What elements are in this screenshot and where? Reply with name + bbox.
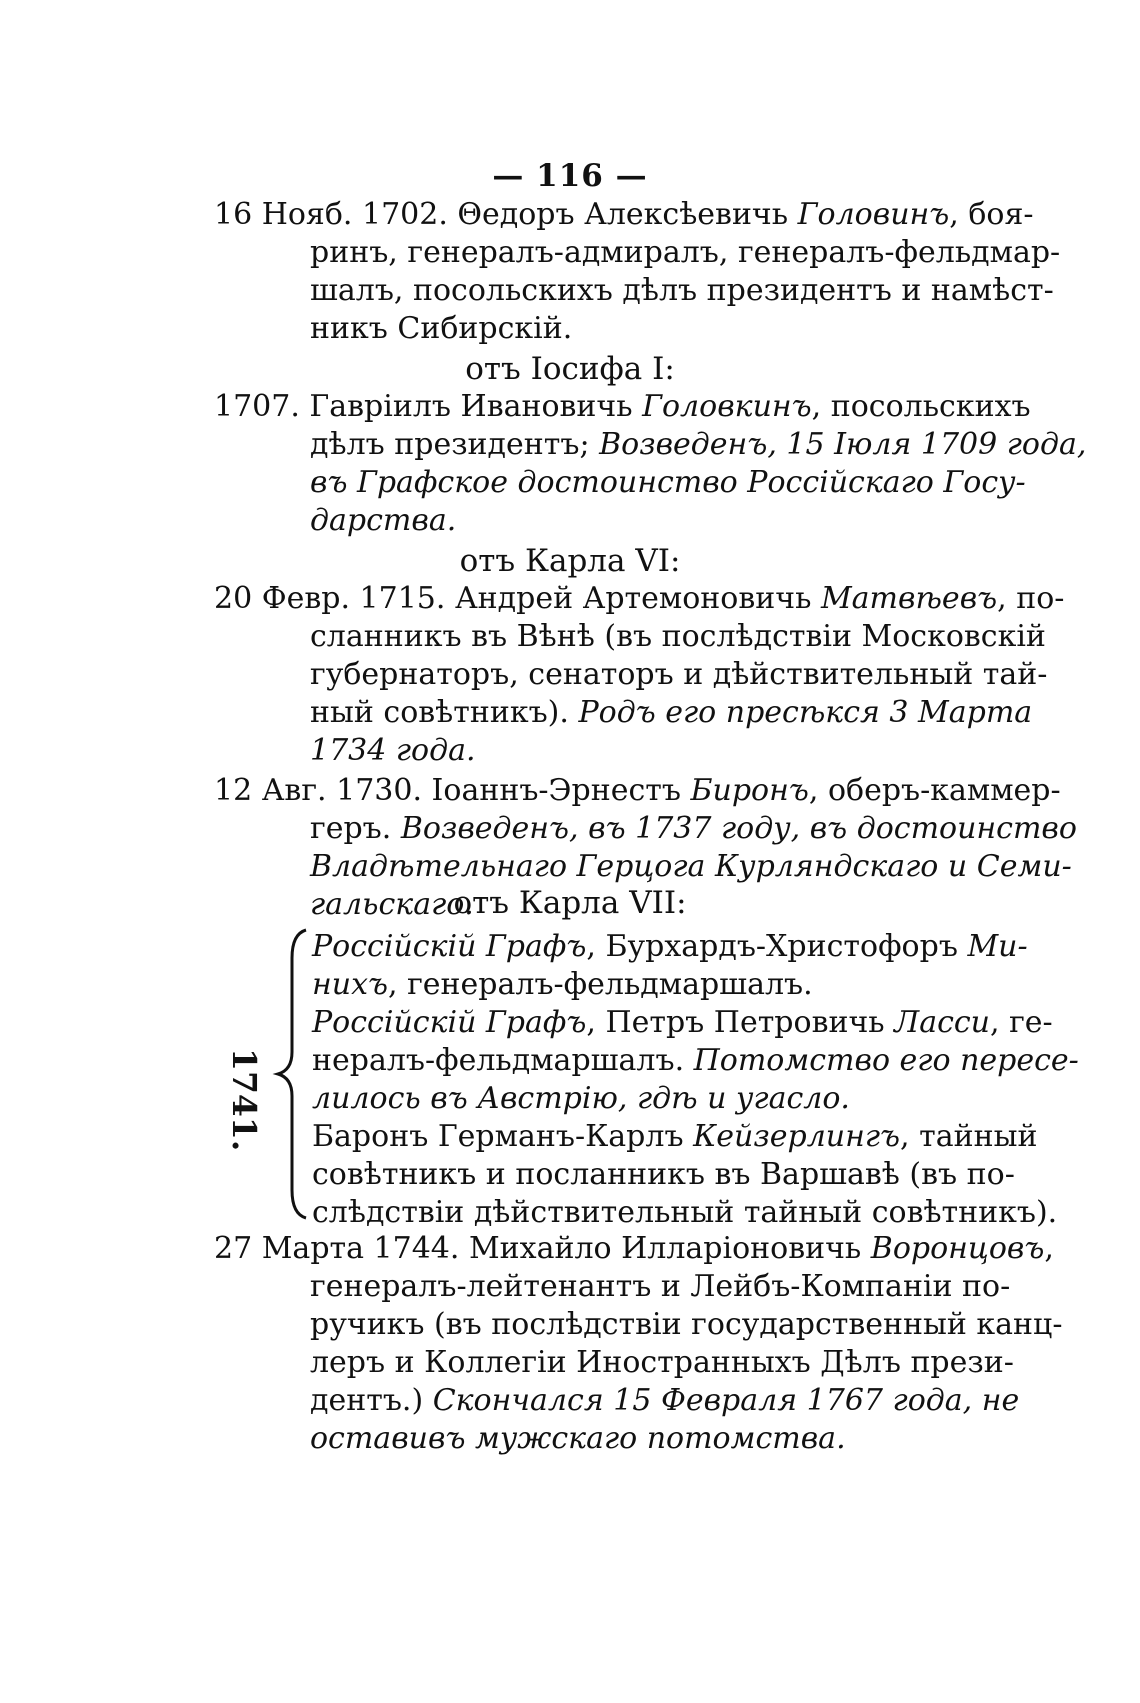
entry-line [214, 848, 1072, 886]
person-surname: нихъ [312, 967, 388, 1002]
entry-note: 1734 года. [310, 733, 476, 768]
entry-vorontsov [214, 1230, 1063, 1458]
entry-line: губернаторъ, сенаторъ и дѣйствительный тай- [310, 657, 1048, 692]
entry-text: 1707. Гавріилъ Ивановичь [214, 389, 643, 424]
entry-line [312, 966, 952, 1004]
entry-line: шалъ, посольскихъ дѣлъ президентъ и намѣст- [310, 273, 1054, 308]
entry-note: Родъ его пресѣкся 3 Марта [578, 695, 1033, 730]
entry-line [214, 388, 1031, 426]
person-surname: Ласси [894, 1005, 991, 1040]
person-surname: Матвѣевъ [820, 581, 998, 616]
entry-line: слѣдствіи дѣйствительный тайный совѣтникъ). [312, 1195, 1058, 1230]
entry-note: дарства. [310, 503, 457, 538]
entry-text: , посольскихъ [811, 389, 1031, 424]
entry-note: Скончался 15 Февраля 1767 года, не [432, 1383, 1020, 1418]
entry-line [214, 1382, 1020, 1420]
entry-line [214, 580, 1065, 618]
entry-text: геръ. [310, 811, 401, 846]
entry-line [214, 464, 1026, 502]
entry-text: дентъ.) [310, 1383, 433, 1418]
entry-line [214, 1420, 944, 1458]
entry-text: ный совѣтникъ). [310, 695, 579, 730]
entry-line [214, 732, 944, 770]
group-body [312, 928, 1079, 1232]
person-surname: Головкинъ [642, 389, 812, 424]
entry-note: Возведенъ, 15 Іюля 1709 года, [599, 427, 1087, 462]
person-surname: Головинъ [797, 197, 950, 232]
person-surname: Кейзерлингъ [693, 1119, 901, 1154]
person-surname: Биронъ [690, 773, 809, 808]
entry-text: дѣлъ президентъ; [310, 427, 600, 462]
entry-text: 12 Авг. 1730. Іоаннъ-Эрнестъ [214, 773, 691, 808]
person-surname: Воронцовъ [870, 1231, 1045, 1266]
entry-text: нералъ-фельдмаршалъ. [312, 1043, 694, 1078]
entry-text: , Петръ Петровичь [586, 1005, 895, 1040]
entry-line [214, 426, 1087, 464]
curly-brace [272, 928, 312, 1220]
heading-joseph: отъ Іосифа I: [465, 351, 675, 387]
entry-text: , по- [997, 581, 1065, 616]
entry-text: , ге- [990, 1005, 1053, 1040]
entry-line: совѣтникъ и посланникъ въ Варшавѣ (въ по- [312, 1157, 1015, 1192]
entry-text: , генералъ-фельдмаршалъ. [388, 967, 813, 1002]
entry-note: гальскаго. [310, 887, 474, 922]
entry-note: лилось въ Австрію, гдѣ и угасло. [312, 1081, 850, 1116]
group-1741 [212, 928, 1079, 1230]
entry-text: , [1044, 1231, 1054, 1266]
entry-note: въ Графское достоинство Россійскаго Госу- [310, 465, 1026, 500]
entry-line: никъ Сибирскій. [310, 311, 573, 346]
entry-note: Потомство его пересе- [693, 1043, 1079, 1078]
group-year: 1741. [225, 1048, 264, 1152]
entry-line [312, 928, 1028, 966]
heading-karl-vi: отъ Карла VI: [459, 543, 681, 579]
title-text: Россійскій Графъ [312, 929, 587, 964]
entry-note: Возведенъ, въ 1737 году, въ достоинство [400, 811, 1077, 846]
page-number: — 116 — [492, 158, 648, 194]
entry-text: 16 Нояб. 1702. Θедоръ Алексѣевичь [214, 197, 798, 232]
entry-line [214, 502, 944, 540]
person-surname: Ми- [967, 929, 1028, 964]
entry-text: 20 Февр. 1715. Андрей Артемоновичь [214, 581, 821, 616]
entry-line: ринъ, генералъ-адмиралъ, генералъ-фельдмар- [310, 235, 1061, 270]
entry-text: , оберъ-каммер- [808, 773, 1061, 808]
entry-golovin [214, 196, 1061, 348]
entry-line [214, 772, 1061, 810]
entry-line [312, 1042, 1079, 1080]
entry-text: 27 Марта 1744. Михайло Илларіоновичь [214, 1231, 871, 1266]
entry-note: оставивъ мужскаго потомства. [310, 1421, 846, 1456]
entry-line [312, 1080, 952, 1118]
entry-line: сланникъ въ Вѣнѣ (въ послѣдствіи Московскій [310, 619, 1046, 654]
entry-line [312, 1118, 1038, 1156]
entry-line: генералъ-лейтенантъ и Лейбъ-Компаніи по- [310, 1269, 1011, 1304]
entry-line [214, 694, 1033, 732]
entry-line [214, 196, 1034, 234]
entry-text: Баронъ Германъ-Карлъ [312, 1119, 694, 1154]
entry-line: ручикъ (въ послѣдствіи государственный канц- [310, 1307, 1063, 1342]
entry-text: , Бурхардъ-Христофоръ [586, 929, 968, 964]
entry-matveev [214, 580, 1065, 770]
entry-text: , боя- [949, 197, 1034, 232]
entry-line: леръ и Коллегіи Иностранныхъ Дѣлъ прези- [310, 1345, 1014, 1380]
heading-karl-vii: отъ Карла VII: [453, 885, 687, 921]
entry-note: Владѣтельнаго Герцога Курляндскаго и Семи- [310, 849, 1072, 884]
entry-line [312, 1004, 1053, 1042]
entry-golovkin [214, 388, 1087, 540]
entry-text: , тайный [900, 1119, 1038, 1154]
title-text: Россійскій Графъ [312, 1005, 587, 1040]
entry-line [214, 810, 1077, 848]
entry-line [214, 1230, 1054, 1268]
